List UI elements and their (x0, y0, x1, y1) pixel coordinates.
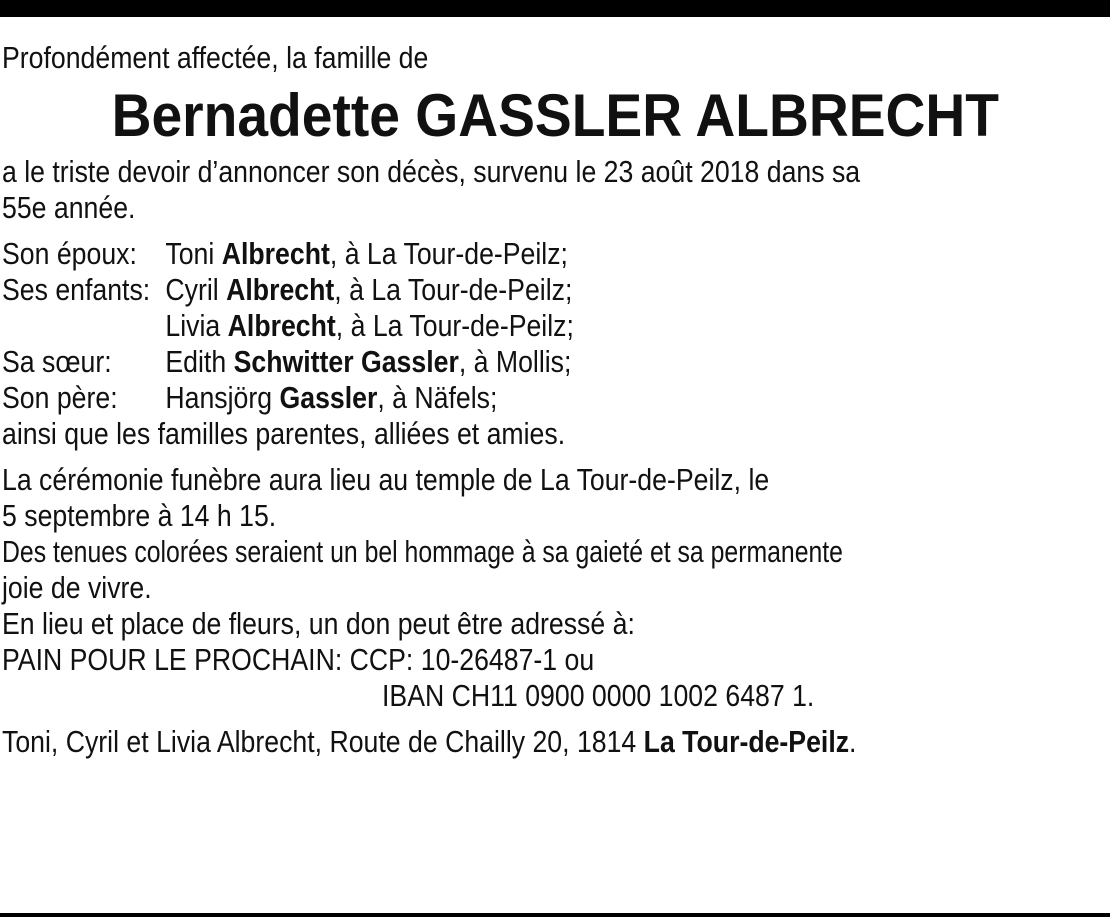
family-role: Ses enfants: (2, 272, 151, 307)
top-rule (0, 0, 1110, 17)
ceremony-paragraph (2, 462, 1108, 714)
donation-line: En lieu et place de fleurs, un don peut être adressé à: (2, 606, 635, 641)
family-list (2, 236, 1110, 452)
family-role: Son époux: (2, 236, 137, 271)
family-role: Son père: (2, 380, 118, 415)
family-table (2, 236, 574, 416)
family-row-child-1 (2, 272, 574, 308)
address-line (2, 724, 1108, 760)
family-last: Albrecht (221, 236, 330, 271)
announcement-line-2: 55e année. (2, 190, 136, 225)
family-first: Livia (165, 308, 221, 343)
family-place: , à La Tour-de-Peilz; (335, 308, 574, 343)
families-line: ainsi que les familles parentes, alliées et amies. (2, 416, 566, 451)
family-place: , à La Tour-de-Peilz; (329, 236, 568, 271)
family-last: Albrecht (227, 308, 336, 343)
bottom-rule (0, 913, 1110, 917)
family-first: Cyril (165, 272, 219, 307)
announcement-line-1: a le triste devoir d’annoncer son décès, survenu le 23 août 2018 dans sa (2, 154, 861, 189)
ceremony-line-2: 5 septembre à 14 h 15. (2, 498, 277, 533)
family-first: Toni (165, 236, 215, 271)
family-place: , à Mollis; (458, 344, 572, 379)
family-role (2, 308, 165, 344)
address-end: . (849, 724, 857, 759)
family-row-sister (2, 344, 574, 380)
family-last: Gassler (279, 380, 378, 415)
obituary-notice (2, 40, 1108, 760)
family-row-spouse (2, 236, 574, 272)
family-last: Schwitter Gassler (233, 344, 459, 379)
announcement-paragraph (2, 154, 1108, 226)
dress-line-1: Des tenues colorées seraient un bel hommage à sa gaieté et sa permanente (2, 534, 843, 569)
address-city: La Tour-de-Peilz (643, 724, 850, 759)
family-first: Edith (165, 344, 227, 379)
family-place: , à Näfels; (377, 380, 498, 415)
intro-line: Profondément affectée, la famille de (2, 40, 429, 75)
family-first: Hansjörg (165, 380, 273, 415)
family-role: Sa sœur: (2, 344, 112, 379)
deceased-name: Bernadette GASSLER ALBRECHT (111, 82, 999, 149)
ceremony-line-1: La cérémonie funèbre aura lieu au temple de La Tour-de-Peilz, le (2, 462, 770, 497)
family-row-father (2, 380, 574, 416)
iban-line: IBAN CH11 0900 0000 1002 6487 1. (382, 678, 815, 713)
family-row-child-2 (2, 308, 574, 344)
address-prefix: Toni, Cyril et Livia Albrecht, Route de Chailly 20, 1814 (2, 724, 644, 759)
dress-line-2: joie de vivre. (2, 570, 152, 605)
family-last: Albrecht (226, 272, 335, 307)
charity-line: PAIN POUR LE PROCHAIN: CCP: 10-26487-1 ou (2, 642, 595, 677)
family-place: , à La Tour-de-Peilz; (334, 272, 573, 307)
